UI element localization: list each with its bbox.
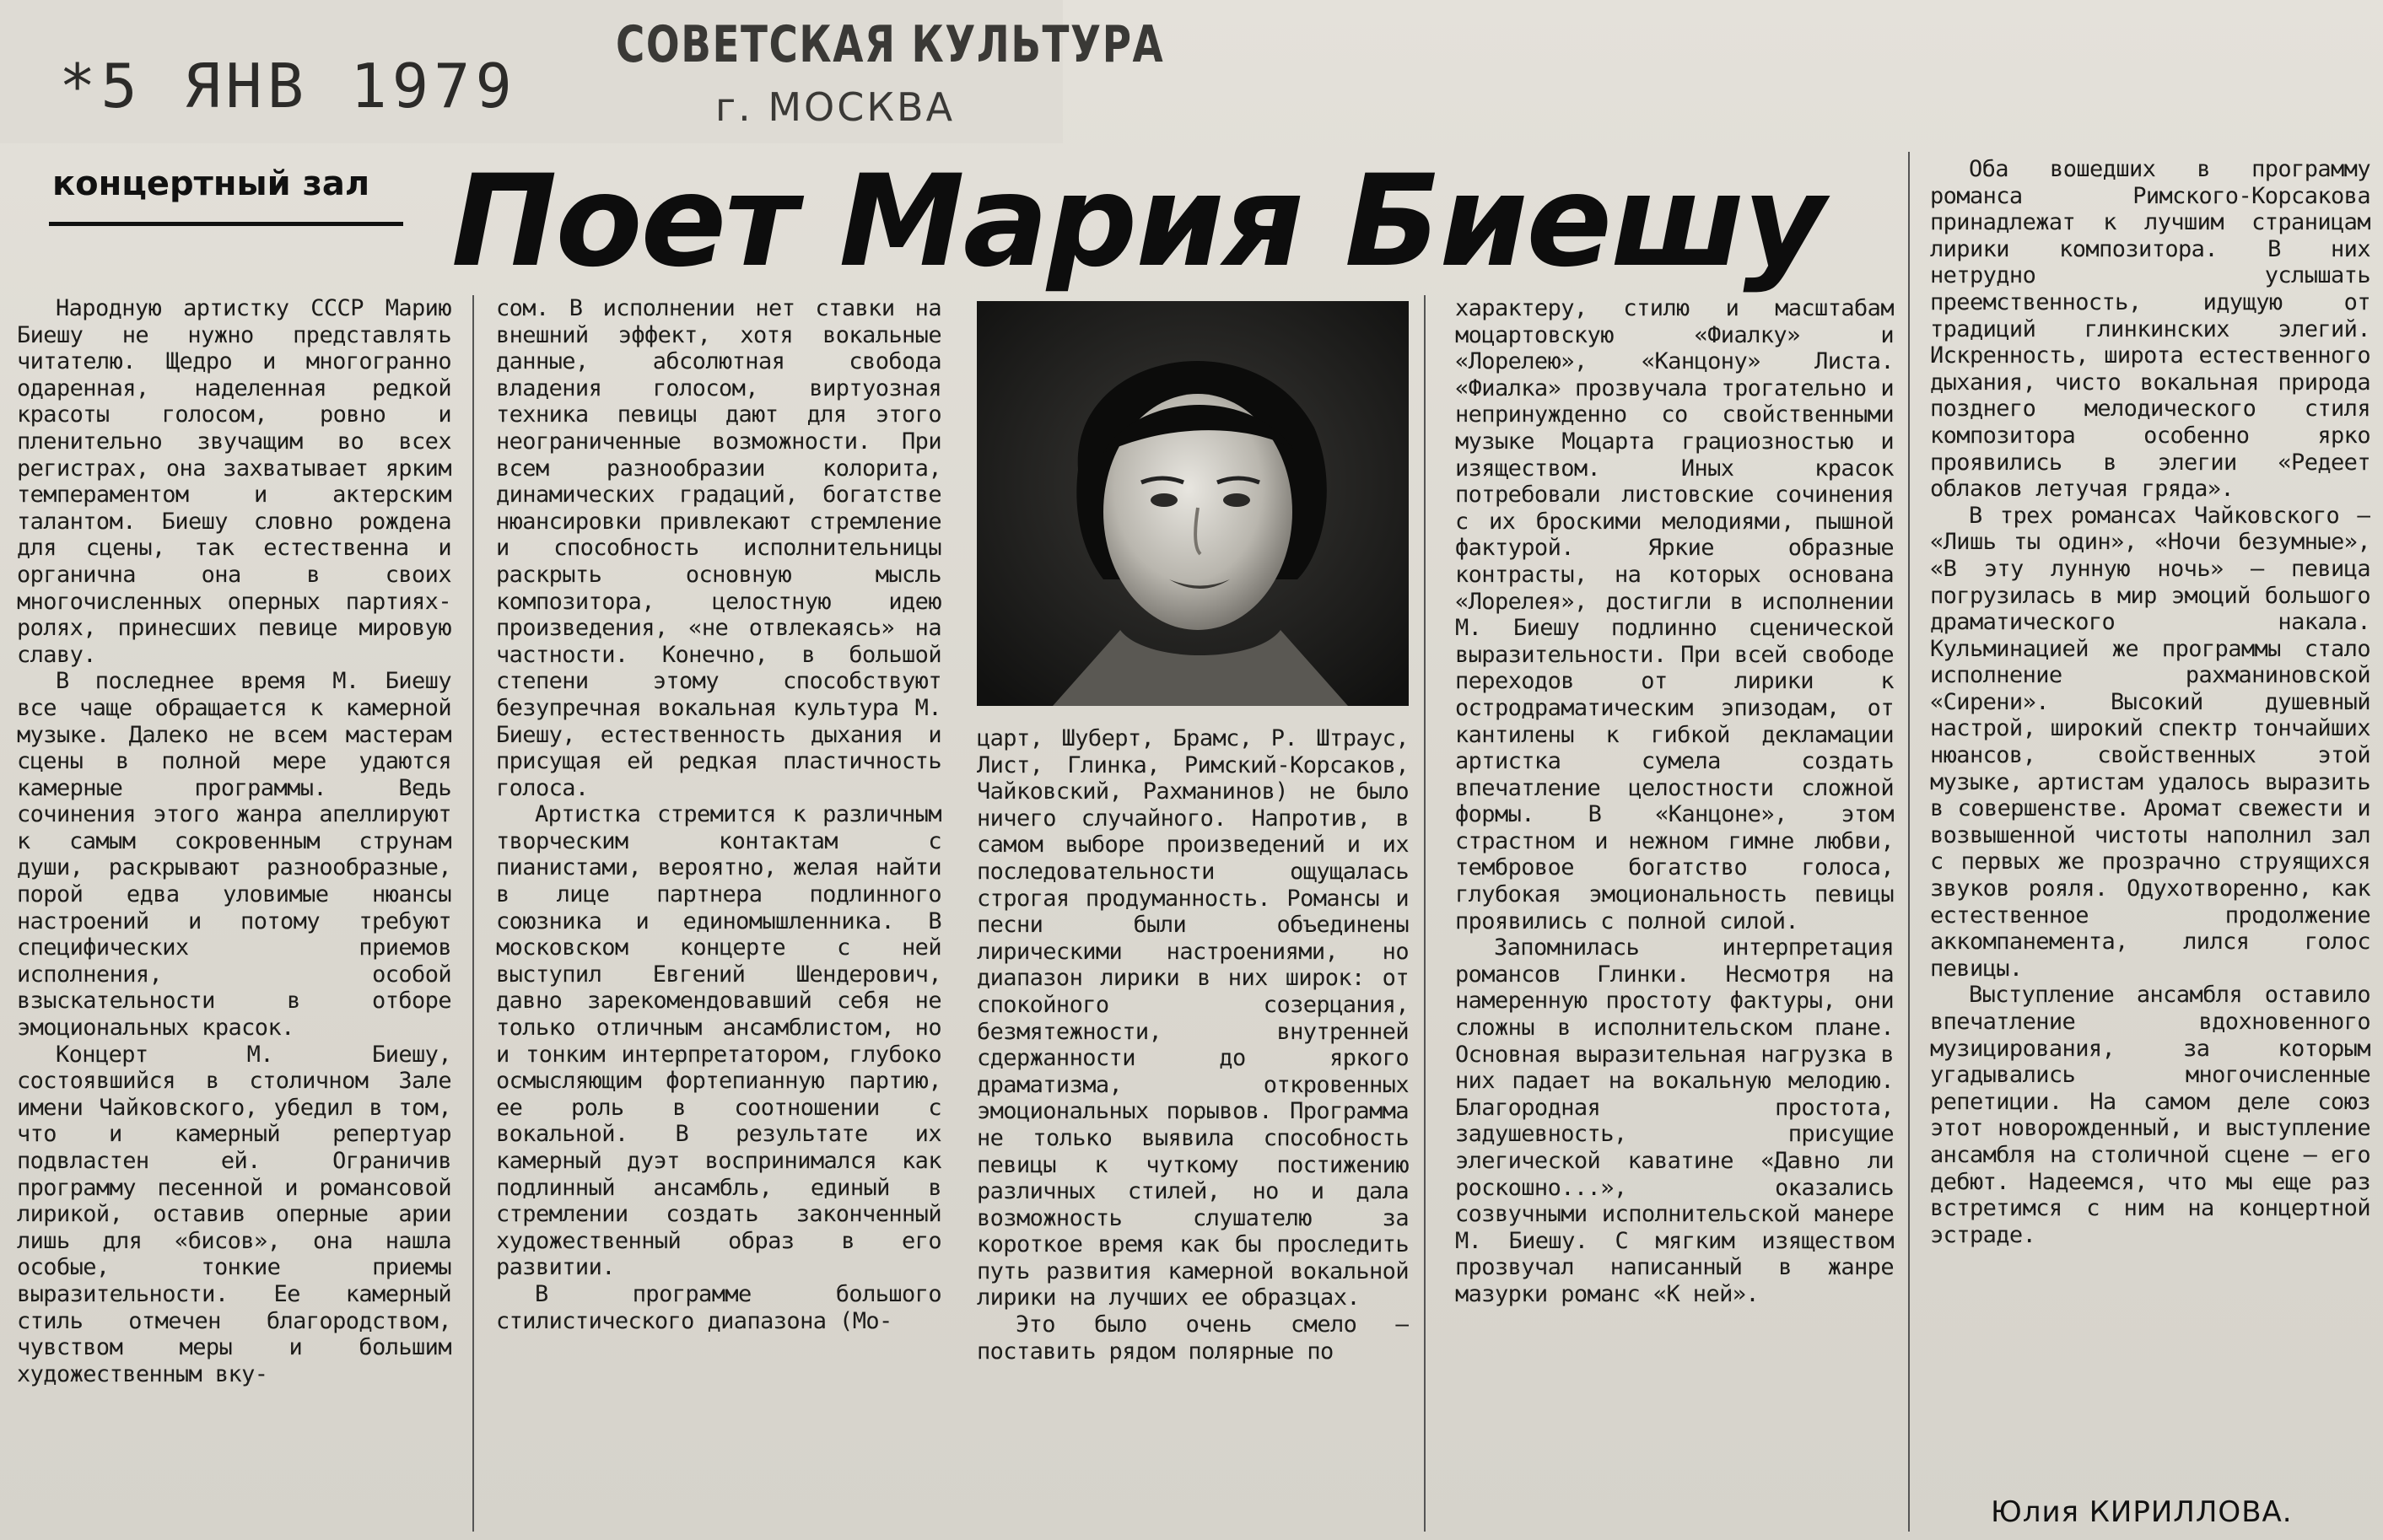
portrait-photo	[977, 301, 1409, 706]
article-column-2	[496, 295, 941, 1535]
paragraph: Запомнилась интерпретация романсов Глинки. Несмотря на намеренную простоту фактуры, они сложны в исполнительском плане. Основная выразительная нагрузка в них падает на вокальную мелодию. Благородная простота, задушевность, присущие элегической каватине «Давно ли роскошно...», оказались созвучными исполнительской манере М. Биешу. С мягким изяществом прозвучал написанный в жанре мазурки романс «К ней».	[1455, 934, 1894, 1307]
column-rule	[1908, 152, 1910, 1532]
archive-stamp	[0, 0, 1165, 143]
article-column-3	[977, 725, 1409, 1535]
paragraph: Народную артистку СССР Марию Биешу не нужно представлять читателю. Щедро и многогранно одаренная, наделенная редкой красоты голосом, ровно и пленительно звучащим во всех регистрах, она захватывает ярким темпераментом и актерским талантом. Биешу словно рождена для сцены, так естественна и органична она в своих многочисленных оперных партиях-ролях, принесших певице мировую славу.	[17, 295, 451, 668]
paragraph: Выступление ансамбля оставило впечатление вдохновенного музицирования, за которым угадывались многочисленные репетиции. На самом деле союз этот новорожденный, и выступление ансамбля на столичной сцене — его дебют. Надеемся, что мы еще раз встретимся с ним на концертной эстраде.	[1930, 982, 2370, 1248]
paragraph: Артистка стремится к различным творческим контактам с пианистами, вероятно, желая найти в лице партнера подлинного союзника и единомышленника. В московском концерте с ней выступил Евгений Шендерович, давно зарекомендовавший себя не только отличным ансамблистом, но и тонким интерпретатором, глубоко осмысляющим фортепианную партию, ее роль в соотношении с вокальной. В результате их камерный дуэт воспринимался как подлинный ансамбль, единый в стремлении создать законченный художественный образ в его развитии.	[496, 801, 941, 1281]
column-rule	[1424, 295, 1426, 1532]
stamp-newspaper-name: СОВЕТСКАЯ КУЛЬТУРА	[616, 15, 1165, 74]
paragraph: В программе большого стилистического диапазона (Мо-	[496, 1280, 941, 1334]
paragraph: царт, Шуберт, Брамс, Р. Штраус, Лист, Глинка, Римский-Корсаков, Чайковский, Рахманинов) не было ничего случайного. Напротив, в самом выборе произведений и их последовательности ощущалась строгая продуманность. Романсы и песни были объединены лирическими настроениями, но диапазон лирики в них широк: от спокойного созерцания, безмятежности, внутренней сдержанности до яркого драматизма, откровенных эмоциональных порывов. Программа не только выявила способность певицы к чуткому постижению различных стилей, но и дала возможность слушателю за короткое время как бы проследить путь развития камерной вокальной лирики на лучших ее образцах.	[977, 725, 1409, 1311]
paragraph: Концерт М. Биешу, состоявшийся в столичном Зале имени Чайковского, убедил в том, что и камерный репертуар подвластен ей. Ограничив программу песенной и романсовой лирикой, оставив оперные арии лишь для «бисов», она нашла особые, тонкие приемы выразительности. Ее камерный стиль отмечен благородством, чувством меры и большим художественным вку-	[17, 1041, 451, 1387]
stamp-date: *5 ЯНВ 1979	[59, 51, 517, 121]
article-column-1	[17, 295, 451, 1535]
singer-portrait-image	[977, 301, 1409, 706]
paragraph: Оба вошедших в программу романса Римского-Корсакова принадлежат к лучшим страницам лирики композитора. В них нетрудно услышать преемственность, идущую от традиций глинкинских элегий. Искренность, широта естественного дыхания, чисто вокальная природа позднего мелодического стиля композитора особенно ярко проявились в элегии «Редеет облаков летучая гряда».	[1930, 156, 2370, 503]
paragraph: сом. В исполнении нет ставки на внешний эффект, хотя вокальные данные, абсолютная свобода владения голосом, виртуозная техника певицы дают для этого неограниченные возможности. При всем разнообразии колорита, динамических градаций, богатстве нюансировки привлекают стремление и способность исполнительницы раскрыть основную мысль композитора, целостную идею произведения, «не отвлекаясь» на частности. Конечно, в большой степени этому способствуют безупречная вокальная культура М. Биешу, естественность дыхания и присущая ей редкая пластичность голоса.	[496, 295, 941, 801]
column-rule	[472, 295, 474, 1532]
paragraph: В последнее время М. Биешу все чаще обращается к камерной музыке. Далеко не всем мастерам сцены в полной мере удаются камерные программы. Ведь сочинения этого жанра апеллируют к самым сокровенным струнам души, раскрывают разнообразные, порой едва уловимые нюансы настроений и потому требуют специфических приемов исполнения, особой взыскательности в отборе эмоциональных красок.	[17, 668, 451, 1042]
paragraph: Это было очень смело — поставить рядом полярные по	[977, 1311, 1409, 1365]
article-column-5	[1930, 156, 2370, 1489]
article-column-4	[1455, 295, 1894, 1535]
section-rubric: концертный зал	[52, 164, 370, 203]
stamp-city: г. МОСКВА	[714, 84, 956, 130]
author-signature: Юлия КИРИЛЛОВА.	[1991, 1495, 2293, 1529]
paragraph: характеру, стилю и масштабам моцартовскую «Фиалку» и «Лорелею», «Канцону» Листа. «Фиалка» прозвучала трогательно и непринужденно со свойственными музыке Моцарта грациозностью и изяществом. Иных красок потребовали листовские сочинения с их броскими мелодиями, пышной фактурой. Яркие образные контрасты, на которых основана «Лорелея», достигли в исполнении М. Биешу подлинно сценической выразительности. При всей свободе переходов от лирики к остродраматическим эпизодам, от кантилены к гибкой декламации артистка сумела создать впечатление целостности сложной формы. В «Канцоне», этом страстном и нежном гимне любви, тембровое богатство голоса, глубокая эмоциональность певицы проявились с полной силой.	[1455, 295, 1894, 934]
rubric-underline	[49, 222, 403, 226]
article-headline: Поет Мария Биешу	[451, 148, 1825, 295]
paragraph: В трех романсах Чайковского — «Лишь ты один», «Ночи безумные», «В эту лунную ночь» — певица погрузилась в мир эмоций большого драматического накала. Кульминацией же программы стало исполнение рахманиновской «Сирени». Высокий душевный настрой, широкий спектр тончайших нюансов, свойственных этой музыке, артистам удалось выразить в совершенстве. Аромат свежести и возвышенной чистоты наполнил зал с первых же прозрачно струящихся звуков рояля. Одухотворенно, как естественное продолжение аккомпанемента, лился голос певицы.	[1930, 502, 2370, 982]
